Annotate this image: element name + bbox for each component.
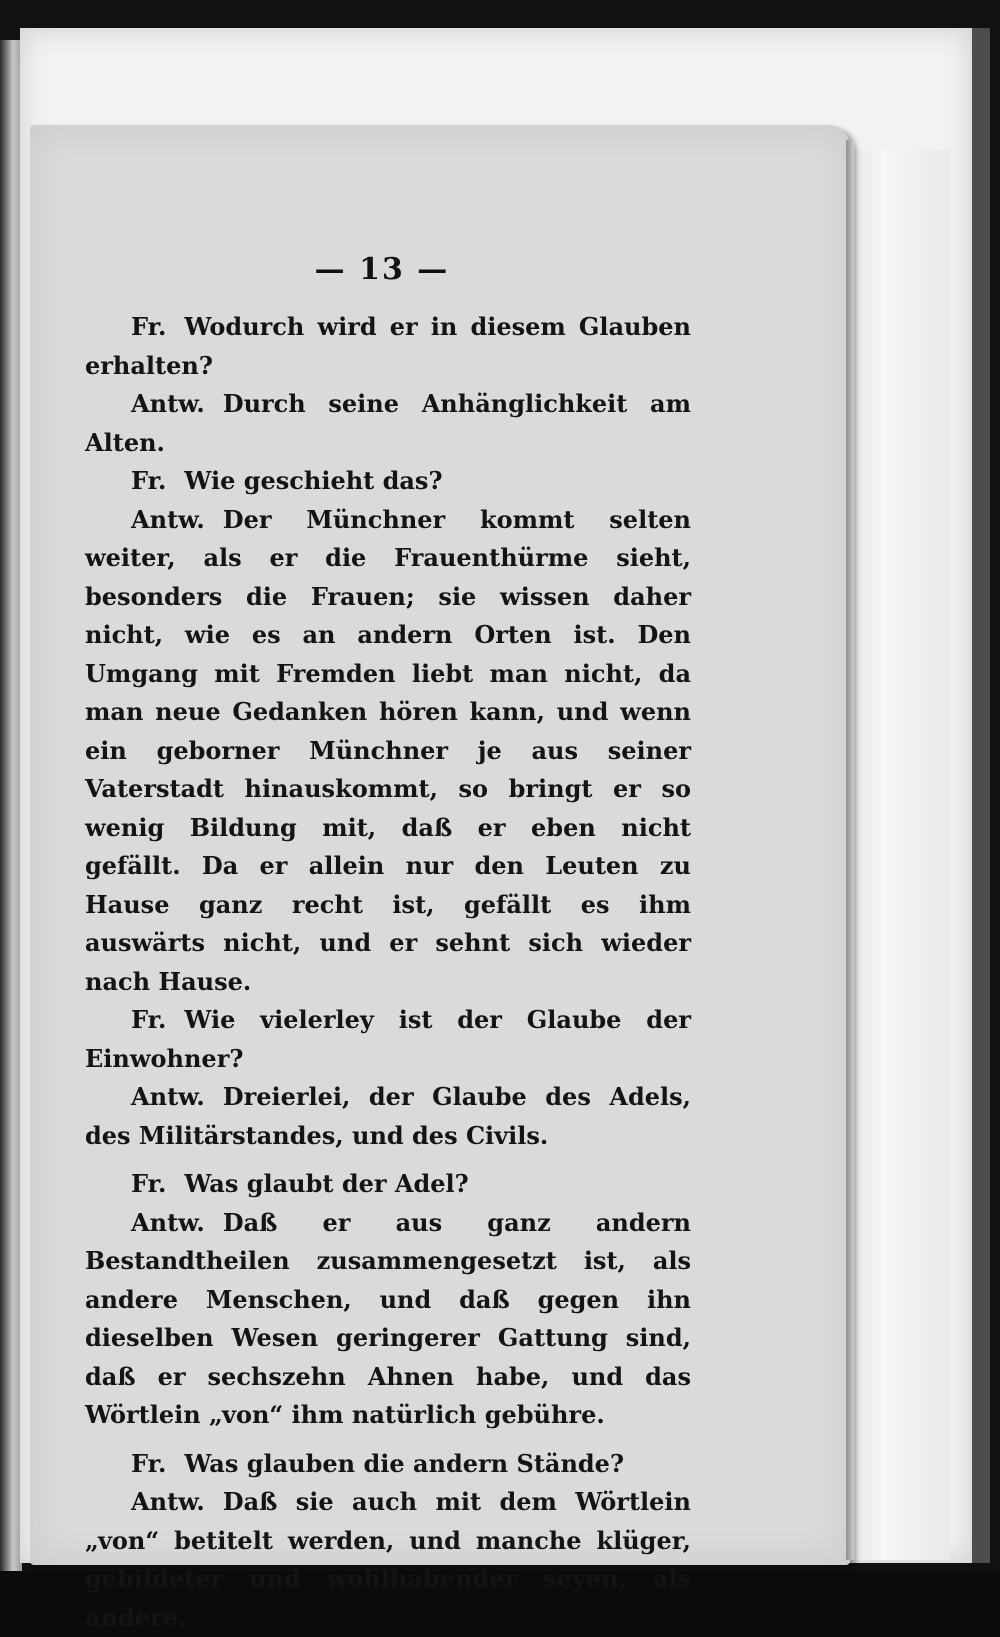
paragraph-label: Antw.: [131, 389, 205, 418]
paragraph-label: Antw.: [131, 1487, 205, 1516]
paragraph: [85, 1204, 691, 1435]
paragraph: [85, 501, 691, 1002]
paragraph-label: Fr.: [131, 1448, 167, 1478]
paragraph-text: Dreierlei, der Glaube des Adels, des Militärstandes, und des Civils.: [85, 1082, 691, 1150]
paragraph: [85, 1483, 691, 1637]
paragraph-text: Der Münchner kommt selten weiter, als er die Frauenthürme sieht, besonders die Frauen; sie wissen daher nicht, wie es an andern Orten ist. Den Umgang mit Fremden liebt man nicht, da man neue Gedanken hören kann, und wenn ein geborner Münchner je aus seiner Vaterstadt hinauskommt, so bringt er so wenig Bildung mit, daß er eben nicht gefällt. Da er allein nur den Leuten zu Hause ganz recht ist, gefällt es ihm auswärts nicht, und er sehnt sich wieder nach Hause.: [85, 504, 691, 996]
page-text: [85, 308, 691, 1637]
paragraph: [85, 385, 691, 462]
paragraph-text: Daß er aus ganz andern Bestandtheilen zusammengesetzt ist, als andere Menschen, und daß gegen ihn dieselben Wesen geringerer Gattung sind, daß er sechszehn Ahnen habe, und das Wörtlein „von“ ihm natürlich gebühre.: [85, 1207, 691, 1429]
page-shadow-edge: [846, 140, 854, 1560]
paragraph-label: Antw.: [131, 1207, 205, 1237]
paragraph-label: Antw.: [131, 1082, 205, 1111]
page-number: — 13 —: [314, 252, 450, 287]
paragraph-label: Fr.: [131, 1169, 167, 1198]
paragraph-label: Fr.: [131, 1005, 167, 1034]
paragraph-text: Daß sie auch mit dem Wörtlein „von“ betitelt werden, und manche klüger, gebildeter und wohlhabender seyen, als andere.: [85, 1487, 691, 1632]
paragraph: [85, 462, 691, 501]
paragraph-text: Wodurch wird er in diesem Glauben erhalten?: [85, 312, 691, 380]
paragraph-label: Antw.: [131, 504, 205, 534]
paragraph: [85, 1001, 691, 1078]
paragraph-text: Was glaubt der Adel?: [184, 1169, 469, 1198]
paragraph-text: Durch seine Anhänglichkeit am Alten.: [85, 389, 691, 457]
paragraph-text: Was glauben die andern Stände?: [184, 1448, 625, 1478]
paragraph: [85, 1078, 691, 1155]
paragraph: [85, 1445, 691, 1484]
paragraph-label: Fr.: [131, 466, 167, 495]
paragraph-label: Fr.: [131, 312, 167, 341]
paragraph: [85, 308, 691, 385]
paragraph-text: Wie vielerley ist der Glaube der Einwohner?: [85, 1005, 691, 1073]
paragraph: [85, 1165, 691, 1204]
page-stack-edge: [840, 150, 950, 1560]
paragraph-text: Wie geschieht das?: [184, 466, 443, 495]
